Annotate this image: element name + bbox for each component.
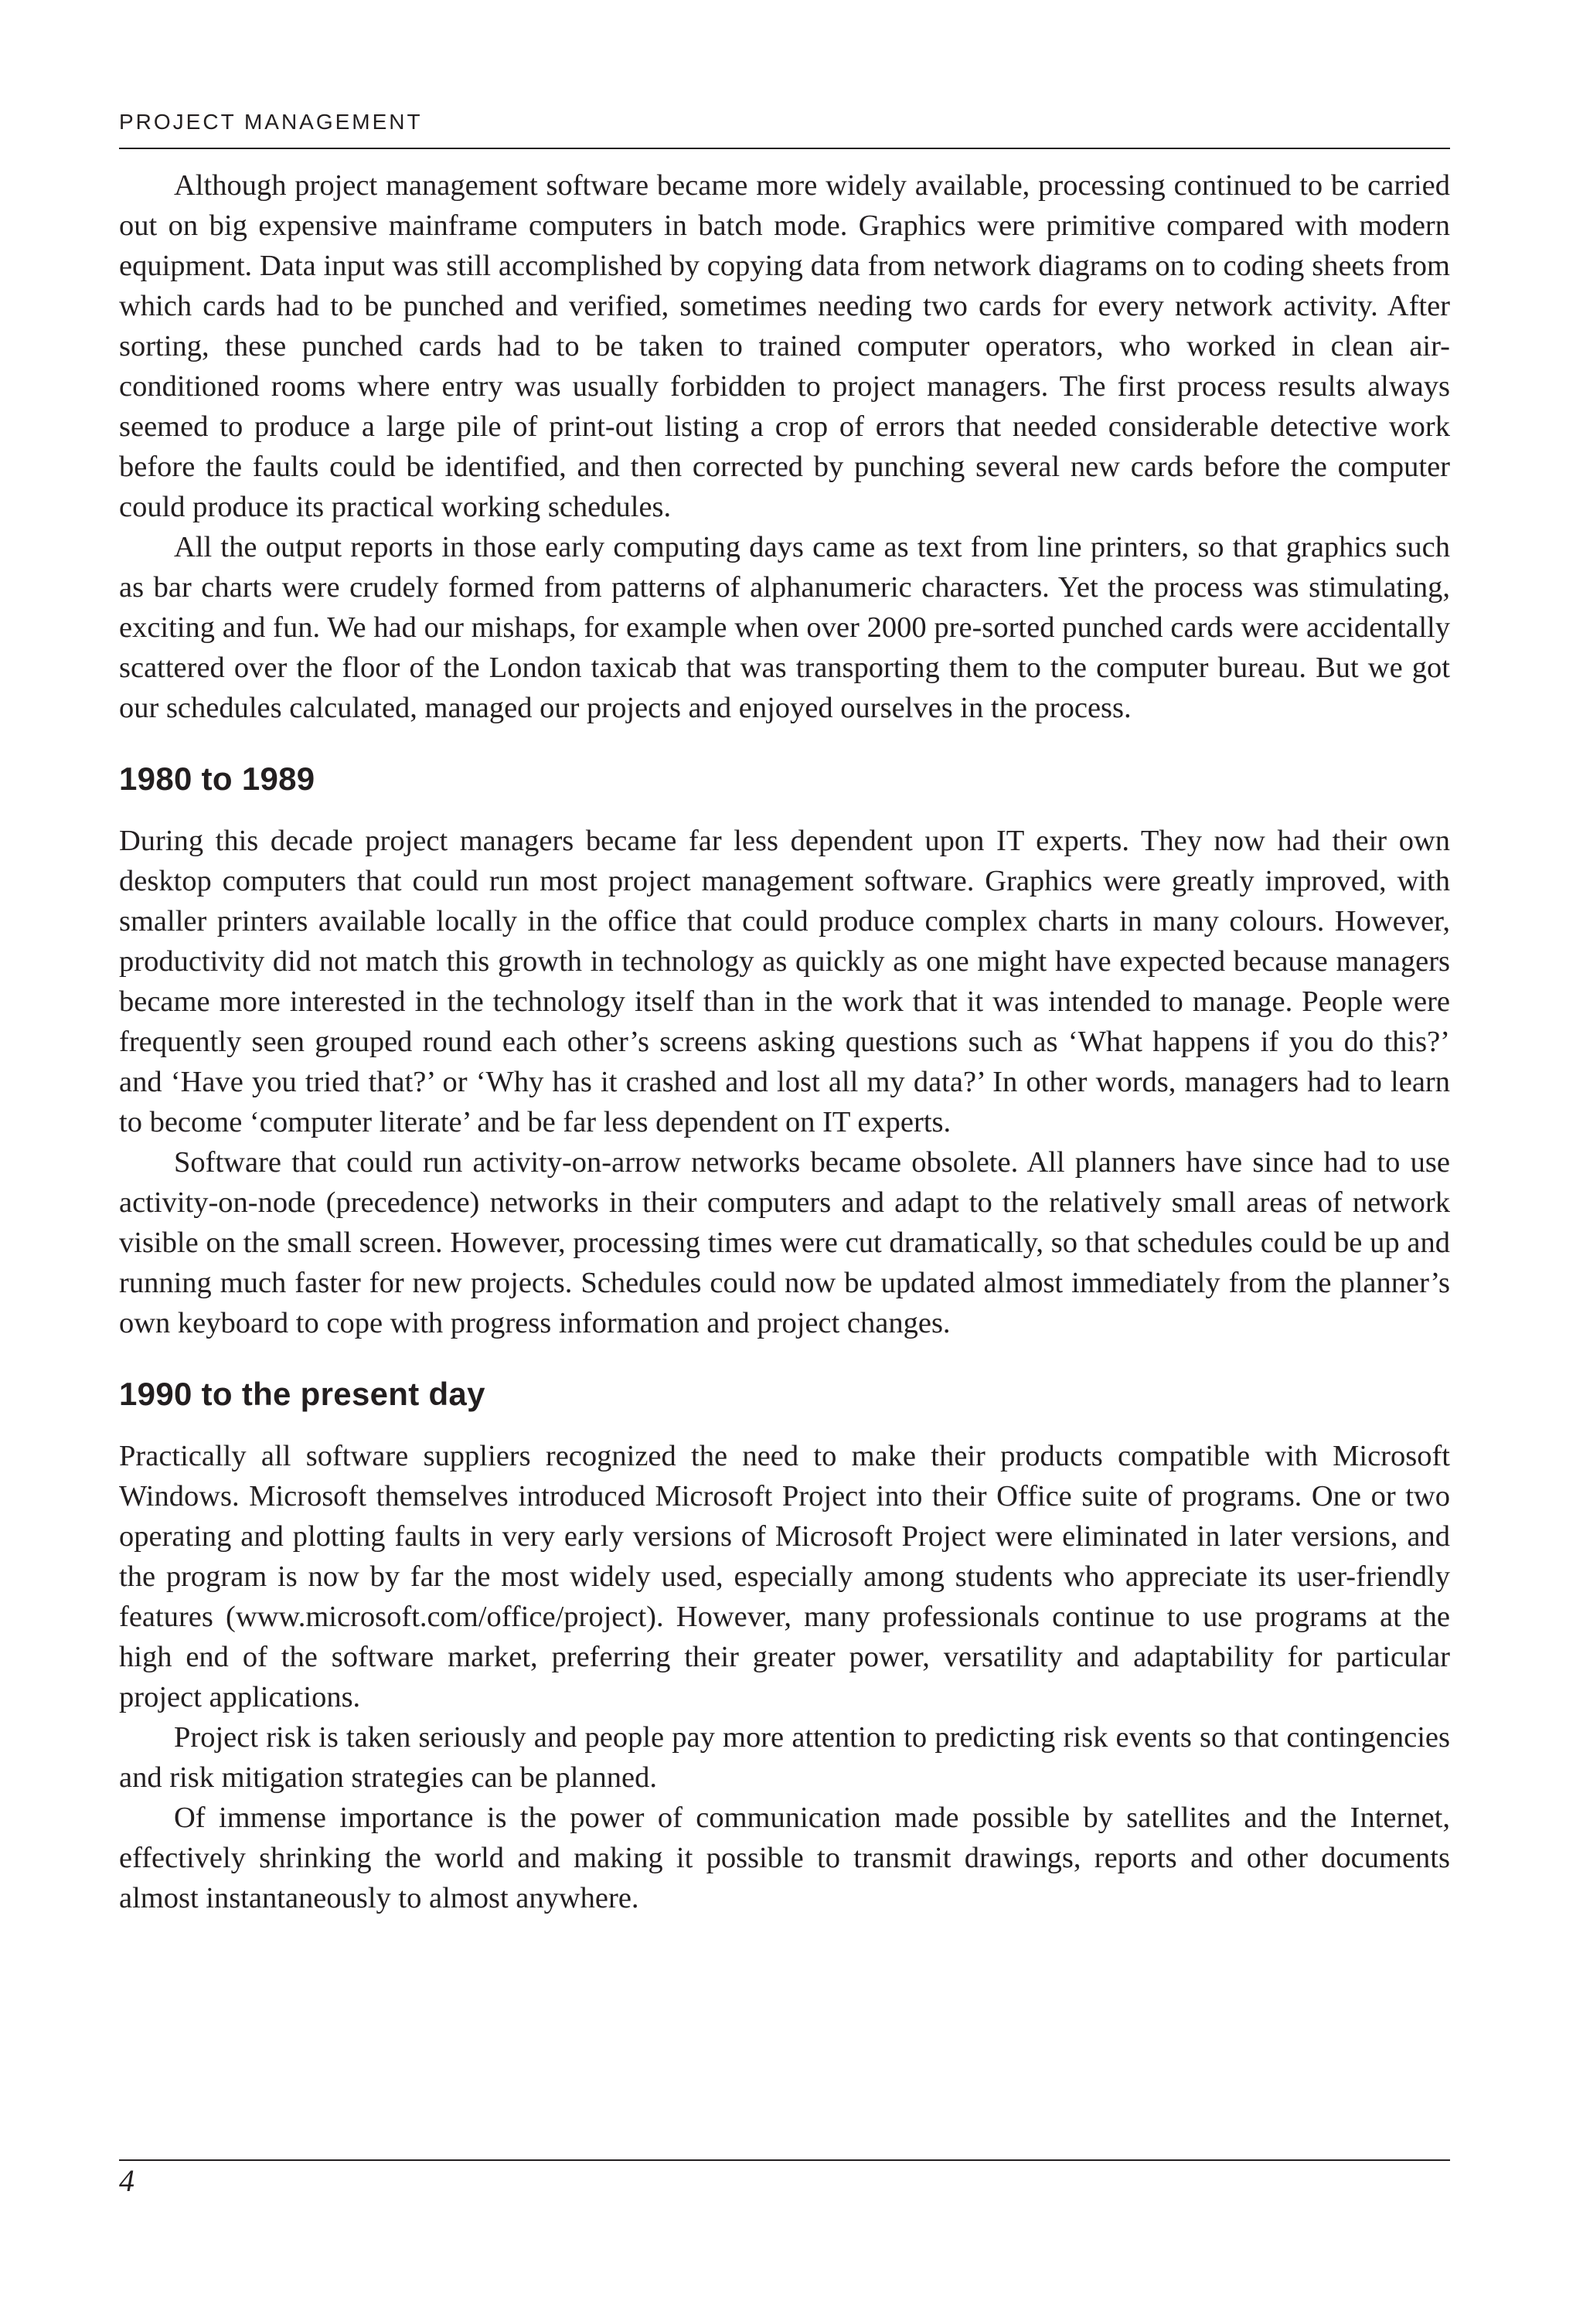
header-rule: [119, 148, 1450, 149]
book-page: [119, 0, 1450, 2324]
section-heading-1980s: 1980 to 1989: [119, 760, 315, 797]
section-1980s-paragraph-1: During this decade project managers became far less dependent upon IT experts. They now had their own desktop computers that could run most project management software. Graphics were greatly improved, with smaller printers available locally in the office that could produce complex charts in many colours. However, productivity did not match this growth in technology as quickly as one might have expected because managers became more interested in the technology itself than in the work that it was intended to manage. People were frequently seen grouped round each other’s screens asking questions such as ‘What happens if you do this?’ and ‘Have you tried that?’ or ‘Why has it crashed and lost all my data?’ In other words, managers had to learn to become ‘computer literate’ and be far less dependent on IT experts.: [119, 825, 1450, 1138]
section-1990-paragraph-2: Project risk is taken seriously and people pay more attention to predicting risk events so that contingencies and risk mitigation strategies can be planned.: [119, 1721, 1450, 1794]
body-text: [119, 165, 1450, 1918]
intro-paragraph-2: All the output reports in those early computing days came as text from line printers, so that graphics such as bar charts were crudely formed from patterns of alphanumeric characters. Yet the process was stimulating, exciting and fun. We had our mishaps, for example when over 2000 pre-sorted punched cards were accidentally scattered over the floor of the London taxicab that was transporting them to the computer bureau. But we got our schedules calculated, managed our projects and enjoyed ourselves in the process.: [119, 531, 1450, 724]
footer-rule: [119, 2159, 1450, 2161]
section-1980s-paragraph-2: Software that could run activity-on-arrow networks became obsolete. All planners have since had to use activity-on-node (precedence) networks in their computers and adapt to the relatively small areas of network visible on the small screen. However, processing times were cut dramatically, so that schedules could be up and running much faster for new projects. Schedules could now be updated almost immediately from the planner’s own keyboard to cope with progress information and project changes.: [119, 1146, 1450, 1339]
intro-paragraph-1: Although project management software became more widely available, processing continued to be carried out on big expensive mainframe computers in batch mode. Graphics were primitive compared with modern equipment. Data input was still accomplished by copying data from network diagrams on to coding sheets from which cards had to be punched and verified, sometimes needing two cards for every network activity. After sorting, these punched cards had to be taken to trained computer operators, who worked in clean air-conditioned rooms where entry was usually forbidden to project managers. The first process results always seemed to produce a large pile of print-out listing a crop of errors that needed considerable detective work before the faults could be identified, and then corrected by punching several new cards before the computer could produce its practical working schedules.: [119, 169, 1450, 523]
page-number: 4: [119, 2163, 134, 2198]
section-1990-paragraph-3: Of immense importance is the power of communication made possible by satellites and the Internet, effectively shrinking the world and making it possible to transmit drawings, reports and other documents almost instantaneously to almost anywhere.: [119, 1802, 1450, 1914]
section-1990-paragraph-1: Practically all software suppliers recognized the need to make their products compatible with Microsoft Windows. Microsoft themselves introduced Microsoft Project into their Office suite of programs. One or two operating and plotting faults in very early versions of Microsoft Project were eliminated in later versions, and the program is now by far the most widely used, especially among students who appreciate its user-friendly features (www.microsoft.com/office/project). However, many professionals continue to use programs at the high end of the software market, preferring their greater power, versatility and adaptability for particular project applications.: [119, 1440, 1450, 1713]
running-head: PROJECT MANAGEMENT: [119, 110, 423, 134]
section-heading-1990-present: 1990 to the present day: [119, 1376, 485, 1412]
